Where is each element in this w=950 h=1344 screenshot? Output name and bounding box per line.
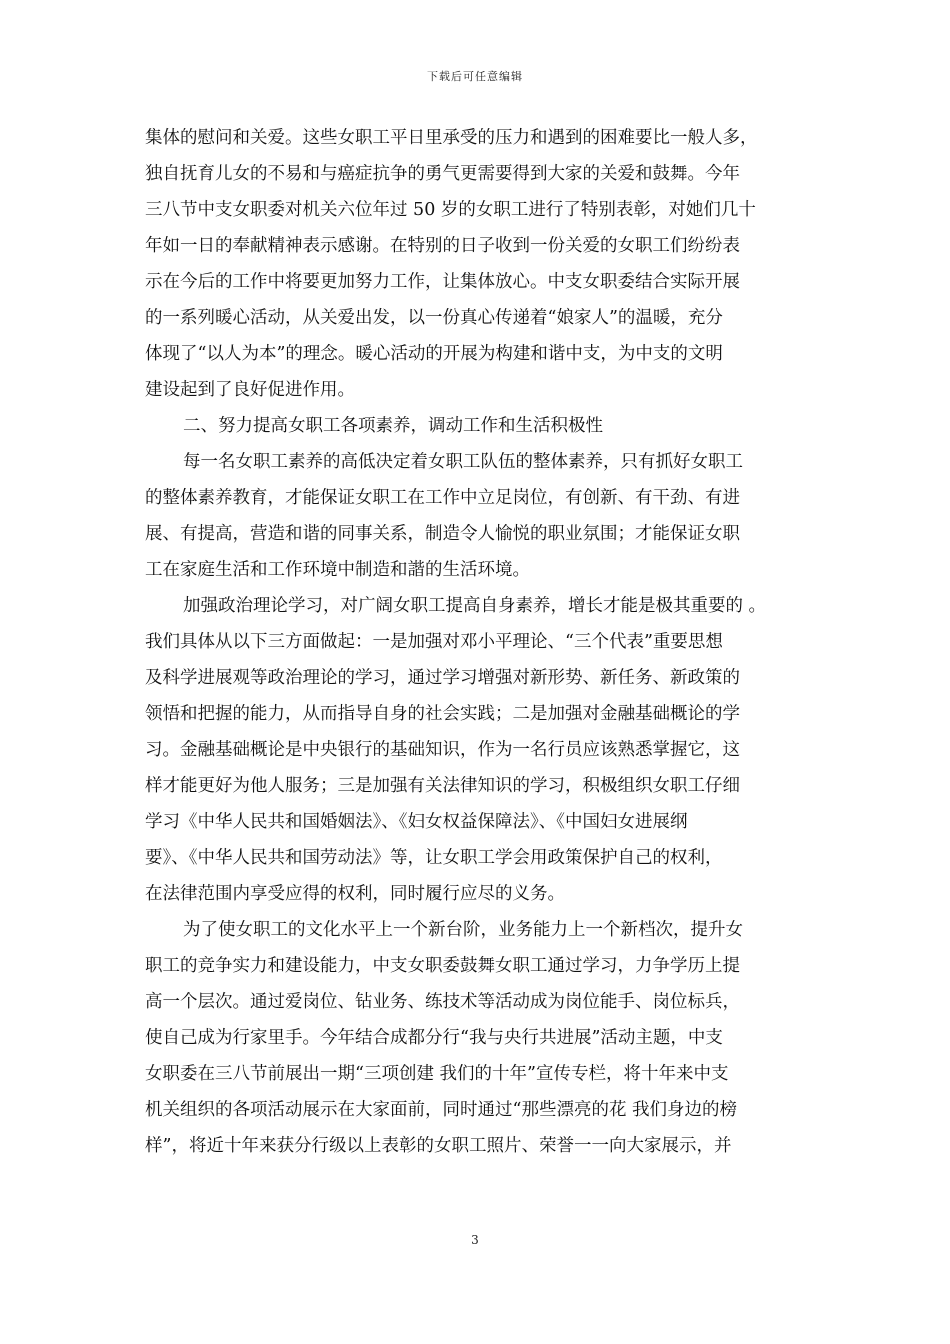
text-line: 建设起到了良好促进作用。 [145, 380, 355, 400]
document-body [145, 120, 807, 1164]
text-line: 展、有提高，营造和谐的同事关系，制造令人愉悦的职业氛围；才能保证女职 [145, 524, 740, 544]
text-line: 习。金融基础概论是中央银行的基础知识，作为一名行员应该熟悉掌握它，这 [145, 740, 740, 760]
text-line: 女职委在三八节前展出一期“三项创建 我们的十年”宣传专栏，将十年来中支 [145, 1064, 729, 1084]
text-line: 高一个层次。通过爱岗位、钻业务、练技术等活动成为岗位能手、岗位标兵， [145, 992, 740, 1012]
text-line: 职工的竞争实力和建设能力，中支女职委鼓舞女职工通过学习，力争学历上提 [145, 956, 740, 976]
text-line: 要》、《中华人民共和国劳动法》等，让女职工学会用政策保护自己的权利， [145, 848, 723, 868]
text-line: 示在今后的工作中将要更加努力工作，让集体放心。中支女职委结合实际开展 [145, 272, 740, 292]
text-line: 及科学进展观等政治理论的学习，通过学习增强对新形势、新任务、新政策的 [145, 668, 740, 688]
text-line: 领悟和把握的能力，从而指导自身的社会实践；二是加强对金融基础概论的学 [145, 704, 740, 724]
text-line: 独自抚育儿女的不易和与癌症抗争的勇气更需要得到大家的关爱和鼓舞。今年 [145, 164, 740, 184]
section-heading: 二、努力提高女职工各项素养，调动工作和生活积极性 [183, 416, 603, 436]
text-line: 工在家庭生活和工作环境中制造和諧的生活环境。 [145, 560, 530, 580]
text-line: 集体的慰问和关爱。这些女职工平日里承受的压力和遇到的困难要比一般人多， [145, 128, 758, 148]
page-header: 下载后可任意编辑 [427, 70, 523, 83]
text-line: 每一名女职工素养的高低决定着女职工队伍的整体素养，只有抓好女职工 [183, 452, 743, 472]
text-line: 的一系列暖心活动，从关爱出发，以一份真心传递着“娘家人”的温暖，充分 [145, 308, 723, 328]
text-line: 年如一日的奉献精神表示感谢。在特别的日子收到一份关爱的女职工们纷纷表 [145, 236, 740, 256]
text-line: 在法律范围内享受应得的权利，同时履行应尽的义务。 [145, 884, 565, 904]
text-line: 学习《中华人民共和国婚姻法》、《妇女权益保障法》、《中国妇女进展纲 [145, 812, 688, 832]
page-number: 3 [471, 1233, 479, 1247]
text-line: 为了使女职工的文化水平上一个新台阶，业务能力上一个新档次，提升女 [183, 920, 743, 940]
text-line: 机关组织的各项活动展示在大家面前，同时通过“那些漂亮的花 我们身边的榜 [145, 1100, 738, 1120]
text-line: 的整体素养教育，才能保证女职工在工作中立足岗位，有创新、有干劲、有进 [145, 488, 740, 508]
text-line: 使自己成为行家里手。今年结合成都分行“我与央行共进展”活动主题，中支 [145, 1028, 723, 1048]
text-line: 加强政治理论学习，对广阔女职工提高自身素养，增长才能是极其重要的 。 [183, 596, 767, 616]
text-line: 三八节中支女职委对机关六位年过 50 岁的女职工进行了特别表彰，对她们几十 [145, 200, 756, 220]
text-line: 体现了“以人为本”的理念。暖心活动的开展为构建和谐中支，为中支的文明 [145, 344, 723, 364]
text-line: 我们具体从以下三方面做起：一是加强对邓小平理论、“三个代表”重要思想 [145, 632, 723, 652]
text-line: 样”，将近十年来获分行级以上表彰的女职工照片、荣誉一一向大家展示，并 [145, 1136, 732, 1156]
text-line: 样才能更好为他人服务；三是加强有关法律知识的学习，积极组织女职工仔细 [145, 776, 740, 796]
